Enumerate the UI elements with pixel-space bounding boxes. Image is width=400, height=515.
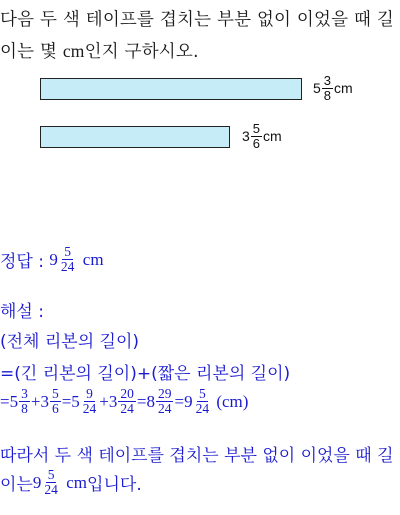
tape-long-whole: 5 — [313, 80, 321, 97]
conclusion-text-a: 이는 — [0, 475, 33, 496]
tape-long-num: 3 — [323, 73, 332, 88]
calc-t2-den: 6 — [51, 401, 59, 417]
tape-long-label — [313, 74, 353, 102]
answer-unit: cm — [82, 249, 104, 269]
question-unit: cm — [62, 41, 85, 61]
calc-t5-num: 29 — [157, 386, 172, 401]
tape-short-num: 5 — [252, 121, 261, 136]
tape-short-unit: cm — [263, 128, 282, 145]
conclusion-num: 5 — [47, 467, 55, 482]
calc-t4-den: 24 — [120, 401, 134, 417]
conclusion-line-2 — [0, 468, 142, 497]
calc-t1-den: 8 — [21, 401, 28, 417]
calc-t4-whole: 3 — [108, 391, 118, 411]
tape-long-den: 8 — [323, 87, 332, 103]
explanation-calc: = 5 $\frac{3}{8}$ + 3 $\frac{5}{6}$ = 5 $\frac{9}{24}$ + 3 $\frac{20}{24}$ = 8 $\frac{29}{24}$ = 9 $\frac{5}{24}$ (cm) — [0, 386, 249, 417]
conclusion-unit: cm — [66, 472, 88, 492]
explanation-line-1: (전체 리본의 길이) — [0, 332, 140, 352]
tape-long — [40, 78, 302, 100]
calc-t5-whole: 8 — [146, 391, 155, 411]
question-text-a: 이는 몇 — [0, 42, 63, 62]
calc-t1-whole: 5 — [9, 391, 19, 411]
calc-t2-whole: 3 — [40, 391, 49, 411]
tape-short — [40, 126, 230, 148]
calc-t6-whole: 9 — [184, 391, 193, 411]
calc-t6-den: 24 — [195, 401, 210, 417]
conclusion-whole: 9 — [32, 472, 42, 492]
question-text-b: 인지 구하시오. — [84, 42, 199, 62]
answer-line — [0, 245, 104, 274]
tape-long-unit: cm — [334, 80, 353, 97]
conclusion-den: 24 — [44, 482, 58, 498]
calc-t3-whole: 5 — [71, 391, 80, 411]
tape-short-den: 6 — [252, 135, 261, 151]
calc-t6-num: 5 — [198, 386, 206, 401]
answer-label: 정답 : — [0, 252, 44, 273]
calc-unit: (cm) — [216, 391, 249, 411]
calc-t3-den: 24 — [82, 401, 97, 417]
answer-whole: 9 — [49, 249, 58, 269]
calc-t4-num: 20 — [120, 386, 134, 401]
tape-short-label — [242, 122, 282, 150]
calc-t5-den: 24 — [157, 401, 172, 417]
calc-t1-num: 3 — [21, 386, 28, 401]
explanation-line-2: =(긴 리본의 길이)+(짧은 리본의 길이) — [0, 364, 291, 384]
answer-num: 5 — [64, 244, 72, 259]
calc-t2-num: 5 — [51, 386, 59, 401]
explanation-label: 해설 : — [0, 302, 44, 322]
tape-short-whole: 3 — [242, 128, 250, 145]
question-line-2 — [0, 38, 199, 63]
conclusion-line-1: 따라서 두 색 테이프를 겹치는 부분 없이 이었을 때 길 — [0, 446, 394, 466]
conclusion-text-b: 입니다. — [87, 475, 142, 496]
question-line-1: 다음 두 색 테이프를 겹치는 부분 없이 이었을 때 길 — [0, 10, 394, 30]
answer-den: 24 — [60, 259, 75, 275]
calc-t3-num: 9 — [86, 386, 93, 401]
